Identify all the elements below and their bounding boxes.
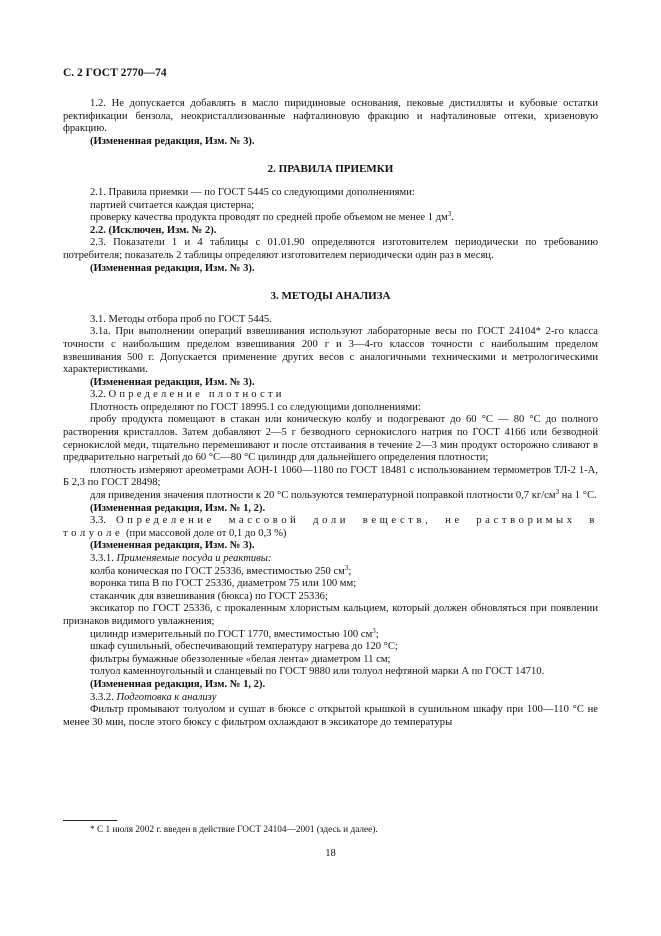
text: цилиндр измерительный по ГОСТ 1770, вместимостью 100 см (90, 628, 373, 640)
paragraph-2-1-item (63, 212, 598, 225)
section-3-title: 3. МЕТОДЫ АНАЛИЗА (270, 290, 391, 303)
paragraph-1-2: 1.2. Не допускается добавлять в масло пиридиновые основания, пековые дистилляты и кубовые остатки ректификации бензола, неокристаллизованные нафталиновую фракцию и нафталиновые отгеки, хризеновую фракцию. (63, 98, 598, 135)
text: проверку качества продукта проводят по средней пробе объемом не менее 1 дм (90, 212, 448, 224)
paragraph-3-2-heading (63, 389, 598, 402)
text: ; (348, 565, 352, 577)
clause-number: 3.3.1. (90, 553, 114, 564)
text: ; (375, 628, 379, 640)
superscript: 3 (555, 488, 560, 497)
equipment-item: шкаф сушильный, обеспечивающий температуру нагрева до 120 °С; (90, 641, 398, 653)
edition-note: (Измененная редакция, Изм. № 3). (90, 262, 255, 274)
paragraph-2-2: 2.2. (Исключен, Изм. № 2). (90, 224, 217, 236)
paragraph-3-3-heading (63, 515, 598, 540)
edition-note: (Измененная редакция, Изм. № 3). (90, 376, 255, 388)
paragraph-3-3-2-heading (63, 692, 598, 705)
paragraph-3-2-text: Плотность определяют по ГОСТ 18995.1 со следующими дополнениями: (90, 401, 421, 413)
section-2-title: 2. ПРАВИЛА ПРИЕМКИ (267, 163, 394, 176)
clause-number: 3.3. (90, 515, 106, 527)
text: на 1 °С. (559, 490, 597, 502)
paragraph-3-1: 3.1. Методы отбора проб по ГОСТ 5445. (90, 313, 272, 325)
clause-number: 3.3.2. (90, 691, 114, 703)
clause-title: Применяемые посуда и реактивы: (116, 553, 272, 564)
clause-number: 3.2. (90, 389, 106, 401)
clause-tail: (при массовой доле от 0,1 до 0,3 %) (125, 527, 287, 539)
paragraph-3-3-1-heading (63, 553, 598, 566)
paragraph-2-1-item: партией считается каждая цистерна; (90, 199, 255, 211)
superscript: 3 (344, 563, 349, 572)
paragraph-3-3-2-text: Фильтр промывают толуолом и сушат в бюксе с открытой крышкой в сушильном шкафу при 100—110 °С не менее 30 мин, после этого бюксу с фильтром охлаждают в эксикаторе до температуры (63, 704, 598, 728)
edition-note: (Измененная редакция, Изм. № 3). (90, 540, 255, 552)
footnote-divider (63, 820, 117, 821)
paragraph-3-2-text: плотность измеряют ареометрами АОН-1 1060—1180 по ГОСТ 18481 с использованием термометров ТЛ-2 1-А, Б 2,3 по ГОСТ 28498; (63, 464, 598, 489)
equipment-item (63, 563, 598, 579)
paragraph-2-1: 2.1. Правила приемки — по ГОСТ 5445 со следующими дополнениями: (90, 186, 415, 198)
clause-title: Определение плотности (108, 389, 285, 401)
page-number: 18 (325, 848, 336, 859)
equipment-item: стаканчик для взвешивания (бюкса) по ГОСТ 25336; (90, 590, 328, 602)
page-header: С. 2 ГОСТ 2770—74 (63, 67, 167, 79)
equipment-item: воронка типа В по ГОСТ 25336, диаметром 75 или 100 мм; (90, 578, 357, 590)
paragraph-3-2-text (63, 490, 598, 503)
document-body (63, 98, 598, 729)
clause-title: Определение массовой доли веществ, не растворимых в толуоле (63, 515, 598, 539)
superscript: 3 (447, 210, 452, 219)
equipment-item: фильтры бумажные обеззоленные «белая лента» диаметром 11 см; (90, 653, 391, 665)
equipment-item: эксикатор по ГОСТ 25336, с прокаленным хлористым кальцием, который должен обновляться при появлении признаков видимого увлажнения; (63, 603, 598, 627)
paragraph-2-3: 2.3. Показатели 1 и 4 таблицы с 01.01.90 определяются изготовителем периодически по требованию потребителя; показатель 2 таблицы определяют изготовителем периодически один раз в месяц. (63, 237, 598, 261)
footnote: * С 1 июля 2002 г. введен в действие ГОСТ 24104—2001 (здесь и далее). (90, 825, 378, 835)
edition-note: (Измененная редакция, Изм. № 3). (90, 135, 255, 147)
paragraph-3-2-text: пробу продукта помещают в стакан или коническую колбу и подогревают до 60 °С — 80 °С до полного растворения кристаллов. Затем добавляют 2—5 г безводного сернокислого натрия по ГОСТ 4166 или безводной сернокислой меди, тщательно перемешивают и после отстаивания в течение 2—3 мин продукт осторожно сливают в предварительно нагретый до 60 °С—80 °С цилиндр для дальнейшего определения плотности; (63, 414, 598, 464)
text: . (451, 212, 454, 224)
superscript: 3 (372, 626, 376, 635)
edition-note: (Измененная редакция, Изм. № 1, 2). (90, 678, 266, 690)
edition-note: (Измененная редакция, Изм. № 1, 2). (90, 502, 266, 514)
text: для приведения значения плотности к 20 °С пользуются температурной поправкой плотности 0,7 кг/см (90, 490, 556, 502)
equipment-item (63, 626, 598, 642)
equipment-item: толуол каменноугольный и сланцевый по ГОСТ 9880 или толуол нефтяной марки А по ГОСТ 14710. (90, 666, 545, 678)
clause-title: Подготовка к анализу (116, 691, 217, 703)
paragraph-3-1a: 3.1а. При выполнении операций взвешивания используют лабораторные весы по ГОСТ 24104* 2-го класса точности с наибольшим пределом взвешивания 200 г и 3—4-го классов точности с наибольшим пределом взвешивания 500 г. Допускается применение других весов с аналогичными техническими и метрологическими характеристиками. (63, 326, 598, 376)
text: колба коническая по ГОСТ 25336, вместимостью 250 см (90, 565, 345, 577)
